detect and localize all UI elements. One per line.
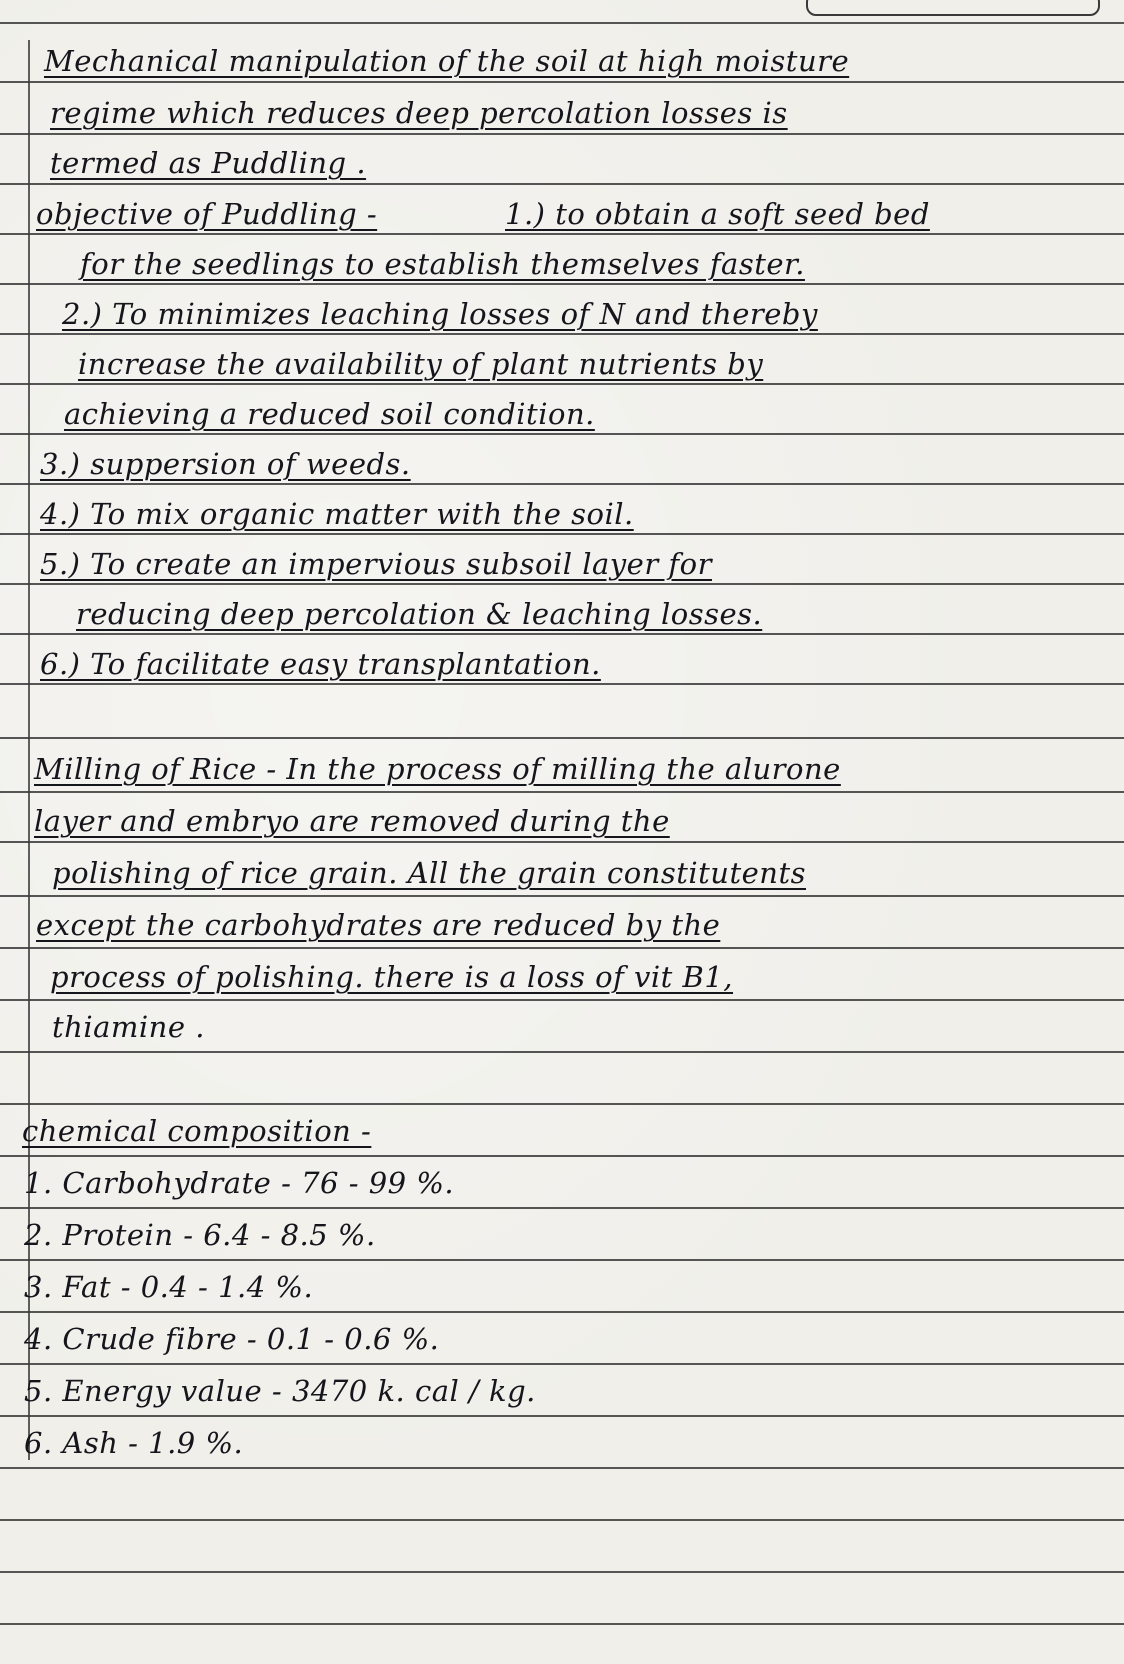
composition-item-energy-value: 5. Energy value - 3470 k. cal / kg. (24, 1374, 536, 1408)
objective-2-line-2: increase the availability of plant nutrients by (78, 347, 764, 381)
objective-1-line-1: 1.) to obtain a soft seed bed (505, 197, 930, 231)
milling-line-1: Milling of Rice - In the process of milling the alurone (34, 752, 841, 786)
milling-line-4: except the carbohydrates are reduced by the (36, 908, 721, 942)
composition-item-fat: 3. Fat - 0.4 - 1.4 %. (24, 1270, 314, 1304)
objective-2-line-1: 2.) To minimizes leaching losses of N and thereby (62, 297, 818, 331)
objective-5-line-2: reducing deep percolation & leaching losses. (76, 597, 763, 631)
objective-2-line-3: achieving a reduced soil condition. (64, 397, 595, 431)
milling-line-3: polishing of rice grain. All the grain constitutents (52, 856, 807, 890)
objective-1-line-2: for the seedlings to establish themselves faster. (80, 247, 805, 281)
objective-3: 3.) suppersion of weeds. (40, 447, 411, 481)
composition-item-ash: 6. Ash - 1.9 %. (24, 1426, 244, 1460)
composition-item-crude-fibre: 4. Crude fibre - 0.1 - 0.6 %. (24, 1322, 440, 1356)
definition-line-2: regime which reduces deep percolation losses is (50, 96, 788, 130)
objective-6: 6.) To facilitate easy transplantation. (40, 647, 601, 681)
composition-item-carbohydrate: 1. Carbohydrate - 76 - 99 %. (24, 1166, 455, 1200)
composition-heading: chemical composition - (22, 1114, 372, 1148)
milling-line-5: process of polishing. there is a loss of vit B1, (50, 960, 734, 994)
objective-4: 4.) To mix organic matter with the soil. (40, 497, 634, 531)
objective-heading: objective of Puddling - (36, 197, 378, 231)
objective-5-line-1: 5.) To create an impervious subsoil layer for (40, 547, 712, 581)
milling-line-2: layer and embryo are removed during the (34, 804, 670, 838)
definition-line-3: termed as Puddling . (50, 146, 367, 180)
page-header-box (806, 0, 1100, 16)
milling-line-6: thiamine . (52, 1010, 205, 1044)
definition-line-1: Mechanical manipulation of the soil at high moisture (44, 44, 850, 78)
composition-item-protein: 2. Protein - 6.4 - 8.5 %. (24, 1218, 376, 1252)
